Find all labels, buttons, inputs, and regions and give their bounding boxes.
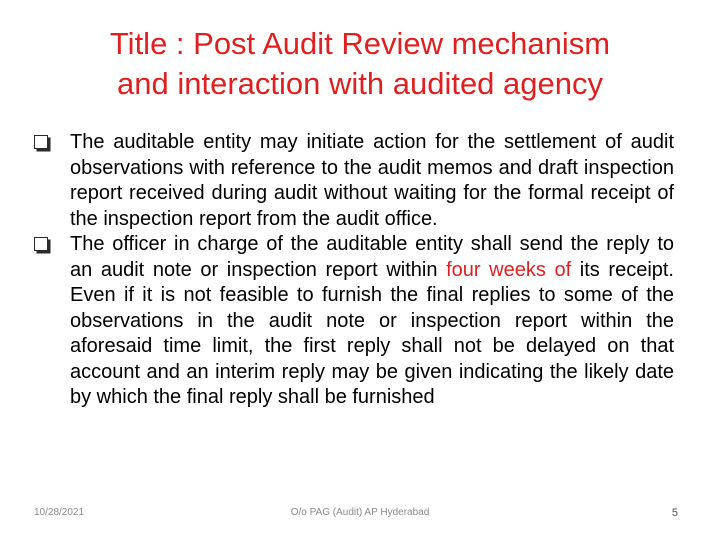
bullet-2-highlight: four weeks of	[446, 258, 572, 281]
page-number: 5	[671, 507, 678, 519]
bullet-2-text-after: its receipt. Even if it is not feasible to furnish the final replies to some of the observations in the audit note or inspection report within the aforesaid time limit, the first reply shall not be delayed on that account and an interim reply may be given indicating the likely date by which the final reply shall be furnished	[70, 258, 674, 408]
footer-office: O/o PAG (Audit) AP Hyderabad	[290, 507, 430, 518]
bullet-item-2	[34, 232, 674, 411]
title-line-1: Title : Post Audit Review mechanism	[109, 26, 611, 61]
bullet-1-text: The auditable entity may initiate action for the settlement of audit observations with reference to the audit memos and draft inspection report received during audit without waiting for the formal receipt of the inspection report from the audit office.	[70, 131, 674, 230]
slide-title	[40, 24, 680, 104]
footer-date: 10/28/2021	[34, 507, 85, 518]
bullet-2-text-before: The officer in charge of the auditable entity shall send the reply to an audit note or inspection report within	[70, 233, 674, 281]
title-line-2: and interaction with audited agency	[117, 66, 603, 101]
square-bullet-icon	[34, 237, 48, 251]
square-bullet-icon	[34, 135, 48, 149]
bullet-list	[34, 130, 674, 411]
bullet-item-1	[34, 130, 674, 232]
